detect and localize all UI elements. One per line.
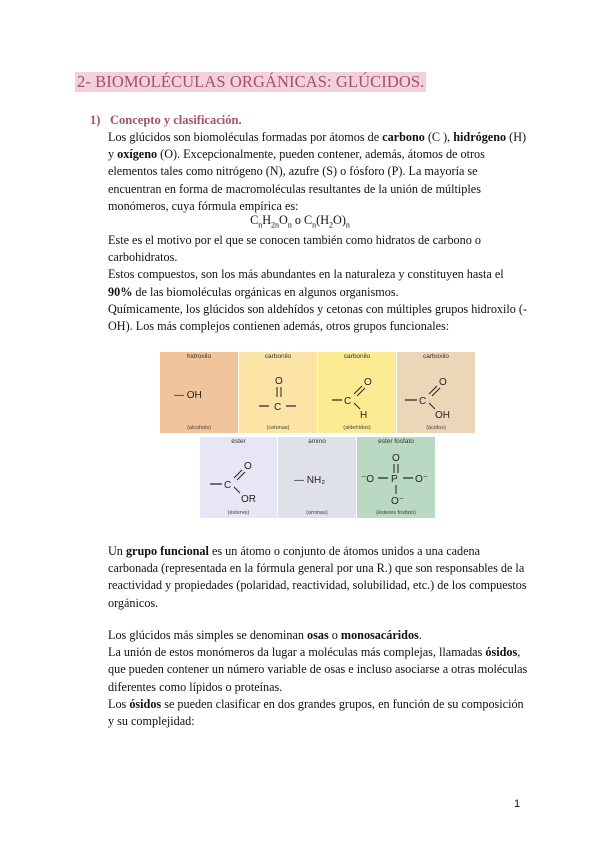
group-ester — [200, 437, 277, 518]
svg-text:C: C — [419, 396, 427, 407]
text-run: (H) y — [108, 130, 527, 162]
functional-group-paragraph — [108, 543, 528, 612]
term-osidos: ósidos — [485, 645, 518, 660]
group-caption: (aminas) — [306, 510, 328, 516]
svg-text:C: C — [344, 396, 352, 407]
aldehido-structure — [318, 352, 396, 433]
group-label: amino — [308, 438, 326, 445]
group-label: hidroxilo — [186, 353, 212, 360]
svg-text:O: O — [244, 461, 252, 472]
group-label: éster — [231, 438, 246, 445]
group-carbonilo-aldehido — [318, 352, 396, 433]
svg-text:⁻O: ⁻O — [361, 474, 375, 485]
group-label: carbonilo — [343, 353, 371, 360]
text-run: Estos compuestos, son los más abundantes en la naturaleza y constituyen hasta el — [108, 267, 504, 282]
text-run: Este es el motivo por el que se conocen también como hidratos de carbono o carbohidratos. — [108, 233, 481, 265]
group-caption: (ésteres) — [227, 510, 250, 516]
section-number: 1) — [90, 113, 101, 127]
text-run: Los glúcidos más simples se denominan — [108, 628, 308, 642]
term-hidrogeno: hidrógeno — [453, 130, 507, 144]
svg-text:— NH₂: — NH₂ — [294, 475, 326, 486]
group-amino — [278, 437, 356, 518]
text-run: (O). Excepcionalmente, pueden contener, además, átomos de otros elementos tales como nitrógeno (N), azufre (S) o fósforo (P). La mayoría se encuentran en forma de macromoléculas resultantes de la unión de múltiples monómeros, cuya fórmula empírica es: — [108, 147, 485, 213]
term-oxigeno: oxígeno — [117, 147, 158, 162]
term-osidos-2: ósidos — [129, 696, 162, 711]
group-caption: (aldehídos) — [343, 425, 371, 431]
text-run: Un — [108, 544, 126, 558]
cetona-structure — [239, 352, 317, 433]
text-run: Químicamente, los glúcidos son aldehídos y cetonas con múltiples grupos hidroxilo (-OH). Los más complejos contienen además, otros grupos funcionales: — [108, 301, 528, 334]
svg-text:— OH: — OH — [174, 390, 202, 401]
svg-text:O: O — [275, 376, 283, 387]
term-osas: osas — [307, 628, 329, 642]
fosfato-structure — [357, 437, 435, 518]
svg-text:P: P — [391, 474, 398, 485]
svg-text:O⁻: O⁻ — [415, 474, 429, 485]
carboxilo-structure — [397, 352, 475, 433]
svg-text:O: O — [439, 377, 447, 388]
hidroxilo-structure — [160, 352, 238, 433]
text-run: , que pueden contener un número variable de osas e incluso asociarse a otras moléculas diferentes como lípidos o proteínas. — [108, 645, 528, 694]
group-carboxilo — [397, 352, 475, 433]
group-caption: (ácidos) — [426, 425, 446, 431]
svg-text:H: H — [360, 410, 368, 421]
group-caption: (cetonas) — [266, 425, 290, 431]
section-title: Concepto y clasificación. — [110, 113, 242, 127]
intro-paragraph — [108, 129, 528, 215]
term-90-percent: 90% — [108, 284, 133, 299]
text-run: . — [418, 628, 422, 642]
term-carbono: carbono — [382, 130, 425, 144]
text-run: se pueden clasificar en dos grandes grupos, en función de su composición y su complejidad: — [108, 696, 524, 729]
svg-text:O⁻: O⁻ — [391, 496, 405, 507]
group-label: carbonilo — [264, 353, 292, 360]
term-monosacaridos: monosacáridos — [340, 628, 419, 642]
svg-text:OH: OH — [435, 410, 450, 421]
group-caption: (alcohols) — [187, 425, 211, 431]
text-run: La unión de estos monómeros da lugar a moléculas más complejas, llamadas — [108, 645, 486, 660]
group-hidroxilo — [160, 352, 238, 433]
text-run: Los glúcidos son biomoléculas formadas por átomos de — [108, 130, 383, 144]
text-run: o — [328, 628, 341, 642]
group-carbonilo-cetona — [239, 352, 317, 433]
svg-text:O: O — [364, 377, 372, 388]
text-run: (C ), — [424, 130, 454, 144]
empirical-formula: $C_nH_{2n}O_n$ o $C_n(H_2O)_n$ — [250, 213, 350, 230]
text-run: Los — [108, 696, 130, 711]
svg-text:OR: OR — [241, 494, 256, 505]
svg-text:O: O — [392, 453, 400, 464]
classification-paragraph — [108, 627, 528, 730]
text-run: de las biomoléculas orgánicas en algunos organismos. — [132, 284, 399, 299]
svg-text:C: C — [274, 402, 282, 413]
ester-structure — [200, 437, 277, 518]
text-run: es un átomo o conjunto de átomos unidos a una cadena carbonada (representada en la fórmula general por una R.) que son responsables de la reactividad y propiedades (polaridad, reactividad, solubilidad, etc.) de los compuestos orgánicos. — [108, 544, 527, 610]
page-number: 1 — [514, 798, 521, 810]
amino-structure — [278, 437, 356, 518]
group-caption: (ésteres fosfato) — [376, 510, 416, 516]
page-title: 2- BIOMOLÉCULAS ORGÁNICAS: GLÚCIDOS. — [77, 72, 425, 91]
group-label: carboxilo — [422, 353, 449, 360]
section-heading — [90, 113, 242, 128]
group-ester-fosfato — [357, 437, 435, 518]
svg-text:C: C — [224, 480, 232, 491]
group-label: ester fosfato — [378, 438, 414, 445]
carbohydrates-paragraph — [108, 232, 528, 335]
term-grupo-funcional: grupo funcional — [125, 544, 209, 558]
